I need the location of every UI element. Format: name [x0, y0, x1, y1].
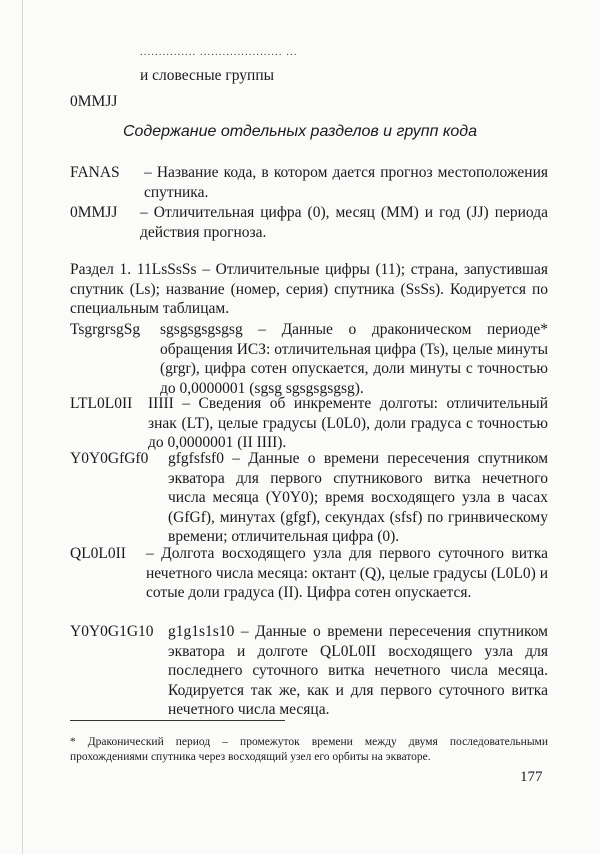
lt-code: LTL0L0II — [70, 395, 133, 412]
dotted-leader: ............... ...................... ... — [140, 46, 298, 58]
section-heading: Содержание отдельных разделов и групп кода — [122, 123, 478, 140]
verbal-groups-text: и словесные группы — [140, 67, 275, 84]
code-group-0mmjj: 0MMJJ — [70, 93, 118, 110]
ommjj-code: 0MMJJ — [70, 204, 118, 221]
lt-description: IIIII – Сведения об инкременте долготы: отличительный знак (LT), целые градусы (L0L0), доли градуса с точностью до 0,0000001 (II IIII). — [148, 395, 548, 451]
footnote-text: * Драконический период – промежуток времени между двумя последовательными прохождениями спутника через восходящий узел его орбиты на экваторе. — [70, 736, 548, 763]
tsg-description: sgsgsgsgsgsg – Данные о драконическом периоде* обращения ИСЗ: отличительная цифра (Ts), целые минуты (grgr), цифра сотен опускается, доли минуты с точностью до 0,0000001 (sgsg sgsgsgsgsg). — [160, 321, 548, 397]
ql-description: – Долгота восходящего узла для первого суточного витка нечетного числа месяца: октант (Q), целые градусы (L0L0) и сотые доли градуса (II). Цифра сотен опускается. — [146, 545, 548, 601]
tsg-code: TsgrgrsgSg — [70, 321, 141, 338]
y0-code: Y0Y0GfGf0 — [70, 450, 149, 467]
section1-description: Раздел 1. 11LsSsSs – Отличительные цифры (11); страна, запустившая спутник (Ls); название (номер, серия) спутника (SsSs). Кодируется по специальным таблицам. — [70, 261, 548, 317]
y0-description: gfgfsfsf0 – Данные о времени пересечения спутником экватора для первого спутникового витка нечетного числа месяца (Y0Y0); время восходящего узла в часах (GfGf), минутах (gfgf), секундах (sfsf) по гринвическому времени; отличительная цифра (0). — [168, 450, 548, 545]
y1-description: g1g1s1s10 – Данные о времени пересечения спутником экватора и долготе QL0L0II восходящего узла для последнего суточного витка нечетного числа месяца. Кодируется так же, как и для первого суточного витка нечетного числа месяца. — [168, 623, 548, 718]
page-number: 177 — [520, 769, 543, 785]
fanas-description: – Название кода, в котором дается прогноз местоположения спутника. — [144, 164, 548, 201]
ql-code: QL0L0II — [70, 545, 126, 562]
fanas-code: FANAS — [70, 164, 120, 181]
ommjj-description: – Отличительная цифра (0), месяц (MM) и год (JJ) периода действия прогноза. — [140, 204, 548, 241]
y1-code: Y0Y0G1G10 — [70, 623, 154, 640]
footnote-rule — [70, 720, 285, 721]
